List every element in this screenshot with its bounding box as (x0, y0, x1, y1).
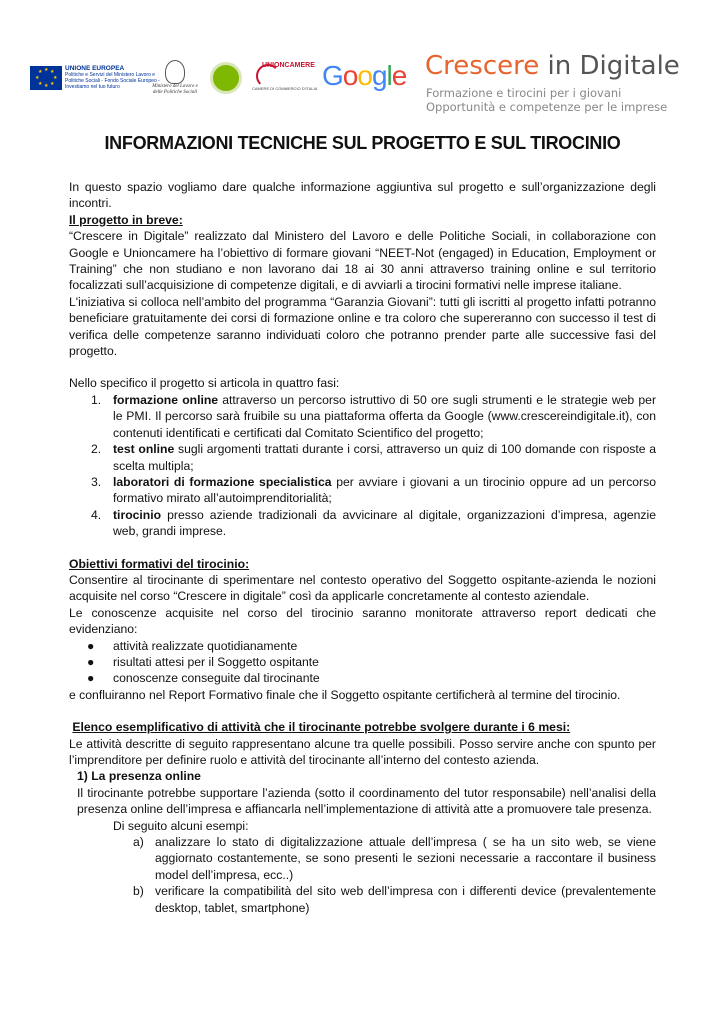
phase-title: test online (113, 442, 175, 457)
document-body (69, 179, 656, 916)
brand-a: Crescere (425, 51, 540, 81)
phase-title: tirocinio (113, 507, 162, 522)
bullet-icon: ● (87, 638, 95, 653)
bullet-text: conoscenze conseguite dal tirocinante (113, 671, 320, 686)
section-heading-objectives: Obiettivi formativi del tirocinio: (69, 556, 250, 571)
google-letter: e (391, 60, 407, 91)
google-logo (322, 60, 406, 92)
phase-title: formazione online (113, 392, 219, 407)
tagline-1: Formazione e tirocini per i giovani (426, 86, 622, 100)
intro-paragraph: In questo spazio vogliamo dare qualche informazione aggiuntiva sul progetto e sull’organizzazione degli incontri. (69, 180, 656, 211)
google-letter: g (371, 60, 387, 91)
ministero-logo (150, 60, 200, 96)
phase-number: 3. (91, 474, 102, 489)
phase-item (69, 392, 656, 441)
eu-logo-text (65, 66, 160, 90)
header (0, 0, 725, 120)
unioncamere-logo (250, 60, 320, 96)
bullet-item (69, 638, 656, 654)
google-letter: o (342, 60, 358, 91)
tagline-2: Opportunità e competenze per le imprese (426, 100, 668, 114)
phase-text: attraverso un percorso istruttivo di 50 ore sugli strumenti e le strategie web per le PMI. Il percorso sarà fruibile su una piattaforma offerta da Google (www.crescereindigitale.it), con contenuti identificati e certificati dal Comitato Scientifico del progetto; (113, 392, 656, 440)
google-letter: l (386, 60, 392, 91)
section-heading-activities: Elenco esemplificativo di attività che il tirocinante potrebbe svolgere durante i 6 mesi: (72, 720, 571, 735)
example-text: verificare la compatibilità del sito web dell’impresa con i differenti device (prevalentemente desktop, tablet, smartphone) (155, 884, 656, 915)
bullet-text: risultati attesi per il Soggetto ospitante (113, 654, 319, 669)
phase-text: sugli argomenti trattati durante i corsi, attraverso un quiz di 100 domande con risposte a scelta multipla; (113, 442, 656, 473)
crescere-logo (425, 51, 680, 81)
phase-number: 1. (91, 392, 102, 407)
section-heading-project: Il progetto in breve: (69, 212, 183, 227)
brand-b: in Digitale (547, 51, 680, 81)
example-text: analizzare lo stato di digitalizzazione attuale dell’impresa ( se ha un sito web, se viene aggiornato costantemente, se sono presenti le sezioni necessarie a raccontare il business model dell’impresa, ecc..) (155, 835, 656, 882)
phase-item (69, 474, 656, 507)
phases-list (69, 392, 656, 540)
phase-number: 4. (91, 507, 102, 522)
example-item (69, 883, 656, 916)
bullet-icon: ● (87, 671, 95, 686)
phases-intro: Nello specifico il progetto si articola in quattro fasi: (69, 376, 340, 391)
objectives-paragraph-1: Consentire al tirocinante di sperimentare nel contesto operativo del Soggetto ospitante-azienda le nozioni acquisite nel corso “Crescere in digitale” così da applicarle concretamente al contesto aziendale. (69, 572, 656, 604)
examples-list (69, 834, 656, 916)
eu-sub: Politiche e Servizi del Ministero Lavoro e Politiche Sociali - Fondo Sociale Europeo - Investiamo nel tuo futuro (65, 72, 160, 90)
page-title: INFORMAZIONI TECNICHE SUL PROGETTO E SUL TIROCINIO (104, 133, 621, 153)
unioncamere-sub: CAMERE DI COMMERCIO D'ITALIA (252, 86, 318, 91)
example-item (69, 834, 656, 883)
phase-title: laboratori di formazione specialistica (113, 474, 332, 489)
bullet-text: attività realizzate quotidianamente (113, 638, 298, 653)
bullet-item (69, 654, 656, 670)
unioncamere-label: UNIONCAMERE (262, 62, 315, 69)
google-letter: o (357, 60, 372, 91)
ministero-label: Ministero del Lavoro e delle Politiche Sociali (152, 84, 198, 95)
phase-item (69, 441, 656, 474)
subsection-heading-online: 1) La presenza online (77, 769, 201, 784)
phase-number: 2. (91, 442, 102, 457)
examples-intro: Di seguito alcuni esempi: (113, 818, 249, 833)
example-letter: b) (133, 884, 144, 899)
example-letter: a) (133, 835, 144, 850)
bullet-item (69, 670, 656, 686)
phase-text: per avviare i giovani a un tirocinio oppure ad un percorso formativo mirato all’autoimprenditorialità; (113, 474, 656, 506)
tagline (426, 86, 667, 114)
eu-label: UNIONE EUROPEA (65, 65, 125, 72)
phase-text: presso aziende tradizionali da avvicinare al digitale, organizzazioni d’impresa, agenzie web, grandi imprese. (113, 507, 656, 539)
objectives-paragraph-2: Le conoscenze acquisite nel corso del tirocinio saranno monitorate attraverso report dedicati che evidenziano: (69, 605, 656, 637)
garanzia-giovani-logo (210, 62, 242, 94)
bullet-icon: ● (87, 654, 95, 669)
online-paragraph: Il tirocinante potrebbe supportare l’azienda (sotto il coordinamento del tutor responsabile) nell’analisi della presenza online dell’impresa e affiancarla nell’implementazione di attività atte a promuovere tale presenza. (77, 785, 656, 817)
project-paragraph-2: L'iniziativa si colloca nell’ambito del programma “Garanzia Giovani”: tutti gli iscritti al progetto infatti potranno beneficiare gratuitamente dei corsi di formazione online e tra coloro che supereranno con successo il test di verifica delle competenze saranno individuati coloro che potranno prender parte alle successive fasi del progetto. (69, 294, 656, 359)
eu-flag-icon: ★ ★ ★ ★ ★ ★ ★ ★ (30, 66, 62, 90)
objectives-paragraph-3: e confluiranno nel Report Formativo finale che il Soggetto ospitante certificherà al termine del tirocinio. (69, 687, 621, 702)
activities-paragraph: Le attività descritte di seguito rappresentano alcune tra quelle possibili. Posso servire anche con spunto per l’imprenditore per definire ruolo e attività del tirocinante all’interno del contesto azienda. (69, 736, 656, 767)
project-paragraph-1: “Crescere in Digitale” realizzato dal Ministero del Lavoro e delle Politiche Sociali, in collaborazione con Google e Unioncamere ha l’obiettivo di formare giovani “NEET-Not (engaged) in Education, Employment or Training” che non studiano e non lavorano dai 18 ai 30 anni attraverso training online e sul territorio focalizzati sull’acquisizione di competenze digitali, e di avviarli a tirocini formativi nelle imprese italiane. (69, 229, 656, 293)
google-letter: G (322, 60, 343, 91)
objectives-bullets (69, 638, 656, 687)
phase-item (69, 507, 656, 540)
emblem-icon (165, 60, 185, 84)
